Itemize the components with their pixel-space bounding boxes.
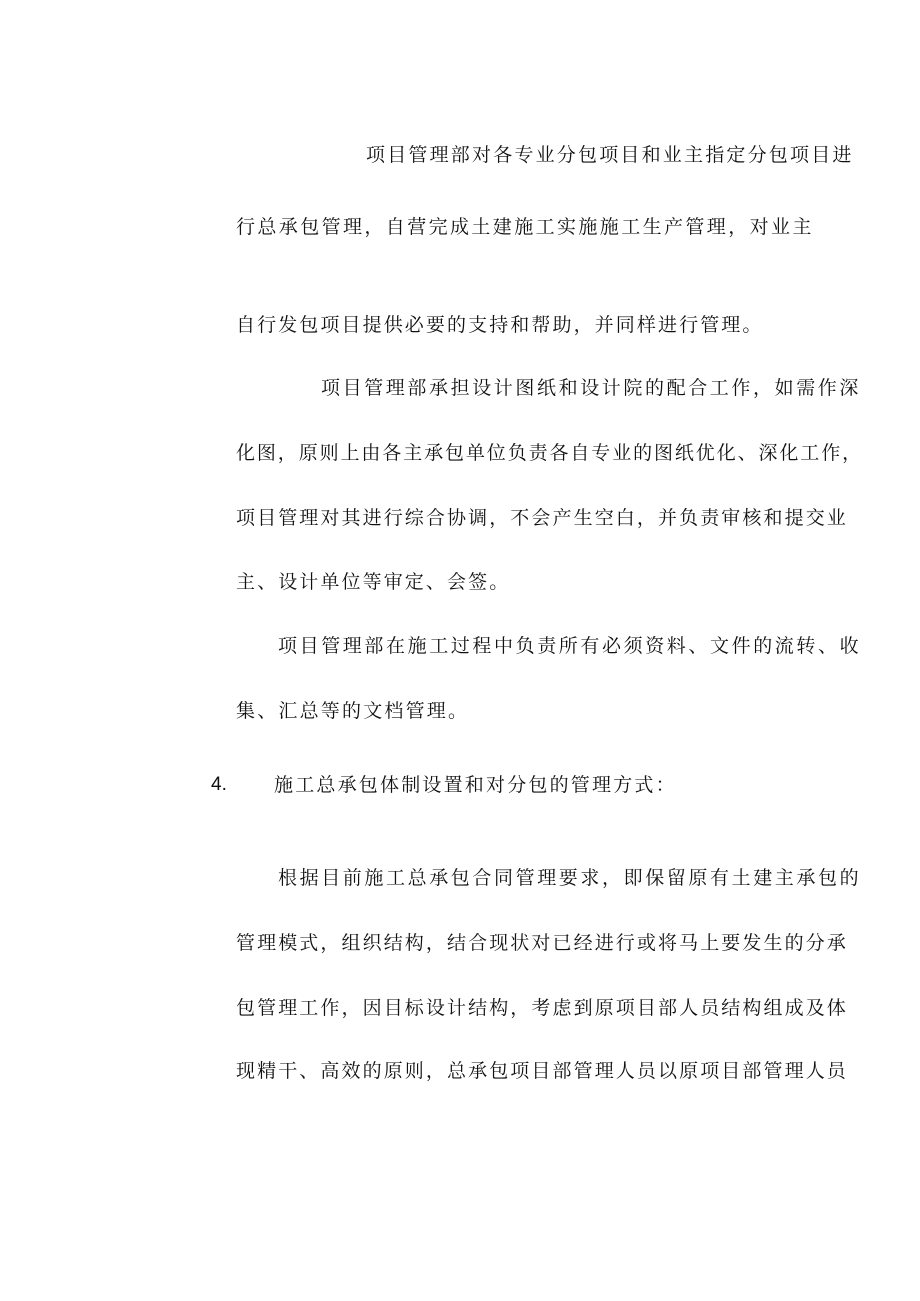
section-paragraph-line-1: 根据目前施工总承包合同管理要求，即保留原有土建主承包的: [278, 867, 862, 889]
section-title: 施工总承包体制设置和对分包的管理方式：: [274, 774, 677, 796]
section-paragraph-line-3: 包管理工作，因目标设计结构，考虑到原项目部人员结构组成及体: [236, 997, 848, 1019]
paragraph-3-line-2: 集、汇总等的文档管理。: [236, 700, 470, 722]
paragraph-2-line-4: 主、设计单位等审定、会签。: [236, 571, 511, 593]
section-number: 4.: [211, 774, 227, 795]
paragraph-2-line-3: 项目管理对其进行综合协调，不会产生空白，并负责审核和提交业: [236, 507, 848, 529]
section-paragraph-line-4: 现精干、高效的原则，总承包项目部管理人员以原项目部管理人员: [236, 1060, 848, 1082]
paragraph-3-line-1: 项目管理部在施工过程中负责所有必须资料、文件的流转、收: [278, 635, 862, 657]
paragraph-1-line-3: 自行发包项目提供必要的支持和帮助，并同样进行管理。: [236, 314, 764, 336]
paragraph-1-line-1: 项目管理部对各专业分包项目和业主指定分包项目进: [366, 144, 854, 166]
paragraph-2-line-2: 化图，原则上由各主承包单位负责各自专业的图纸优化、深化工作，: [236, 442, 864, 464]
paragraph-2-line-1: 项目管理部承担设计图纸和设计院的配合工作，如需作深: [321, 377, 862, 399]
section-paragraph-line-2: 管理模式，组织结构，结合现状对已经进行或将马上要发生的分承: [236, 932, 848, 954]
paragraph-1-line-2: 行总承包管理，自营完成土建施工实施施工生产管理，对业主: [236, 216, 814, 238]
